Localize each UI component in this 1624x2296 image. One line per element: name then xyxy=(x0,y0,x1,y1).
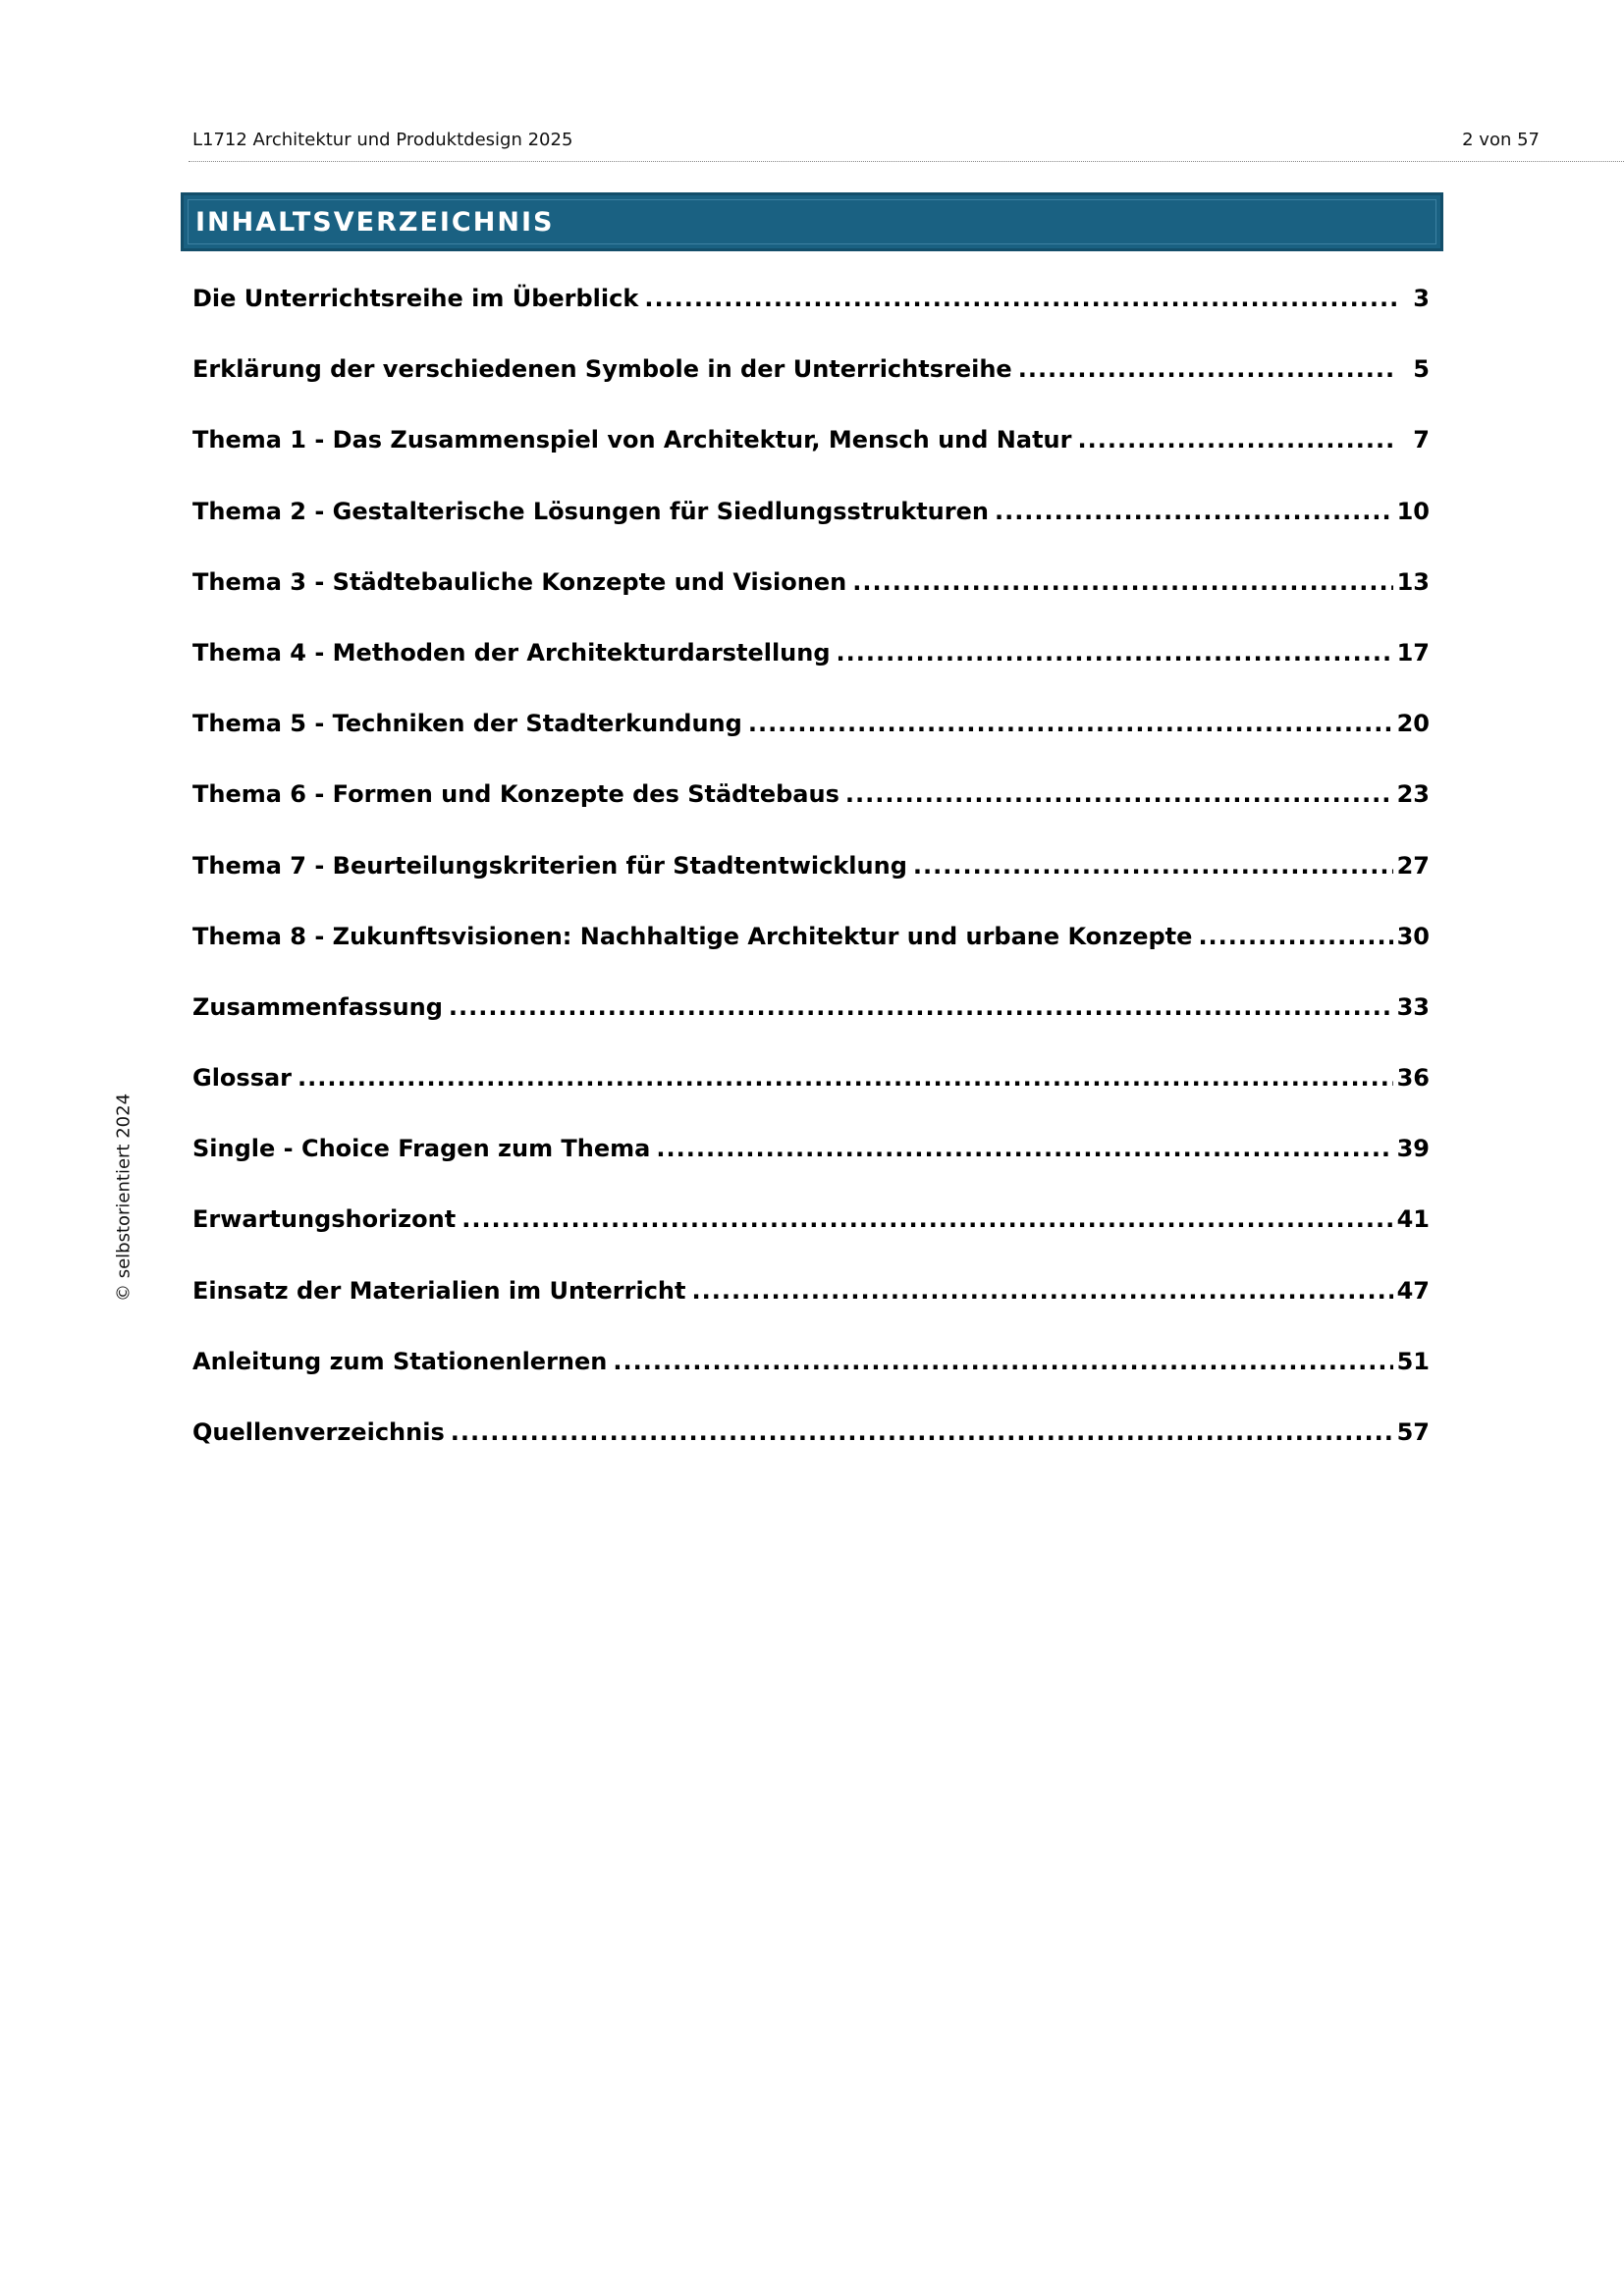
dot-leader xyxy=(1198,923,1392,950)
toc-entry[interactable] xyxy=(192,1418,1430,1489)
dot-leader xyxy=(913,852,1393,880)
toc-entry[interactable] xyxy=(192,1064,1430,1135)
toc-entry-page: 57 xyxy=(1396,1418,1430,1446)
toc-entry[interactable] xyxy=(192,710,1430,780)
dot-leader xyxy=(852,568,1392,596)
toc-entry-page: 10 xyxy=(1396,497,1430,525)
toc-entry[interactable] xyxy=(192,993,1430,1064)
toc-entry[interactable] xyxy=(192,1135,1430,1205)
toc-heading-banner xyxy=(181,192,1443,251)
toc-entry-title: Thema 3 - Städtebauliche Konzepte und Visionen xyxy=(192,567,847,596)
toc-entry-title: Thema 7 - Beurteilungskriterien für Stadtentwicklung xyxy=(192,851,907,880)
toc-entry-title: Glossar xyxy=(192,1064,293,1093)
dot-leader xyxy=(837,639,1393,667)
toc-entry[interactable] xyxy=(192,1348,1430,1418)
toc-entry-page: 33 xyxy=(1396,992,1430,1021)
dot-leader xyxy=(845,780,1393,808)
toc-entry[interactable] xyxy=(192,1277,1430,1348)
toc-entry-title: Thema 6 - Formen und Konzepte des Städtebaus xyxy=(192,780,839,809)
dot-leader xyxy=(692,1277,1393,1305)
dot-leader xyxy=(644,285,1396,312)
toc-entry-title: Quellenverzeichnis xyxy=(192,1418,445,1446)
toc-entry-page: 7 xyxy=(1413,426,1430,454)
toc-entry-page: 5 xyxy=(1413,355,1430,384)
toc-entry-title: Thema 8 - Zukunftsvisionen: Nachhaltige Architektur und urbane Konzepte xyxy=(192,922,1193,950)
dot-leader xyxy=(449,993,1393,1021)
toc-heading: INHALTSVERZEICHNIS xyxy=(195,207,555,238)
dot-leader xyxy=(1077,426,1396,454)
dot-leader xyxy=(298,1064,1393,1092)
dot-leader xyxy=(613,1348,1392,1375)
toc-entry-page: 23 xyxy=(1396,780,1430,809)
dot-leader xyxy=(1018,355,1396,383)
toc-entry-title: Zusammenfassung xyxy=(192,992,443,1021)
toc-entry-page: 3 xyxy=(1413,285,1430,312)
toc-entry[interactable] xyxy=(192,498,1430,568)
toc-entry[interactable] xyxy=(192,285,1430,355)
toc-entry-page: 17 xyxy=(1396,638,1430,667)
copyright-note: © selbstorientiert 2024 xyxy=(113,1093,135,1303)
table-of-contents xyxy=(192,285,1430,1489)
toc-entry-title: Thema 2 - Gestalterische Lösungen für Siedlungsstrukturen xyxy=(192,497,989,525)
toc-entry[interactable] xyxy=(192,355,1430,426)
toc-entry-page: 41 xyxy=(1396,1205,1430,1234)
toc-entry-page: 13 xyxy=(1396,567,1430,596)
toc-entry-title: Single - Choice Fragen zum Thema xyxy=(192,1135,651,1163)
dot-leader xyxy=(995,498,1393,525)
dot-leader xyxy=(656,1135,1392,1162)
toc-entry-page: 39 xyxy=(1396,1135,1430,1163)
toc-entry-title: Die Unterrichtsreihe im Überblick xyxy=(192,285,639,312)
toc-entry-page: 51 xyxy=(1396,1347,1430,1375)
toc-entry-title: Thema 4 - Methoden der Architekturdarstellung xyxy=(192,638,831,667)
toc-entry-title: Erklärung der verschiedenen Symbole in der Unterrichtsreihe xyxy=(192,355,1012,384)
toc-entry-title: Erwartungshorizont xyxy=(192,1205,457,1234)
toc-entry[interactable] xyxy=(192,426,1430,497)
dot-leader xyxy=(748,710,1393,737)
dot-leader xyxy=(451,1418,1393,1446)
document-title: L1712 Architektur und Produktdesign 2025 xyxy=(192,130,573,150)
toc-entry[interactable] xyxy=(192,639,1430,710)
toc-entry-title: Thema 5 - Techniken der Stadterkundung xyxy=(192,710,742,738)
toc-entry-title: Anleitung zum Stationenlernen xyxy=(192,1347,608,1375)
toc-entry-title: Einsatz der Materialien im Unterricht xyxy=(192,1276,686,1305)
toc-entry-page: 47 xyxy=(1396,1276,1430,1305)
toc-entry-title: Thema 1 - Das Zusammenspiel von Architektur, Mensch und Natur xyxy=(192,426,1072,454)
toc-entry[interactable] xyxy=(192,1205,1430,1276)
toc-entry-page: 30 xyxy=(1396,922,1430,950)
toc-entry[interactable] xyxy=(192,780,1430,851)
toc-entry[interactable] xyxy=(192,852,1430,923)
toc-entry-page: 27 xyxy=(1396,851,1430,880)
toc-entry[interactable] xyxy=(192,568,1430,639)
dot-leader xyxy=(461,1205,1392,1233)
toc-entry-page: 36 xyxy=(1396,1064,1430,1093)
toc-entry-page: 20 xyxy=(1396,710,1430,738)
page-indicator: 2 von 57 xyxy=(1462,130,1540,150)
running-header xyxy=(189,126,1624,162)
toc-entry[interactable] xyxy=(192,923,1430,993)
